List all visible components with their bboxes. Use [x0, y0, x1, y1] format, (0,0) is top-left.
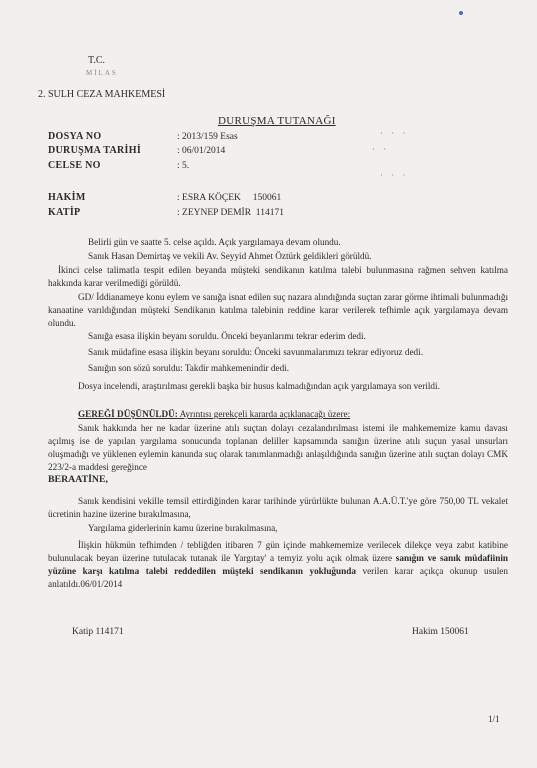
- field-value-durusma-tarihi: : 06/01/2014: [177, 146, 226, 156]
- footer-hakim: Hakim 150061: [412, 627, 469, 637]
- paragraph: Dosya incelendi, araştırılması gerekli başka bir husus kalmadığından açık yargılamaya son verildi.: [78, 381, 440, 391]
- decision-heading: [78, 408, 506, 421]
- page-number: 1/1: [488, 714, 500, 724]
- paragraph: Sanık müdafine esasa ilişkin beyanı soruldu: Önceki savunmalarımızı tekrar ediyoruz dedi.: [88, 347, 423, 357]
- verdict-beraatine: BERAATİNE,: [48, 474, 108, 485]
- appeal-text-end: verilen karar açıkça okunup usulen anlatıldı.06/01/2014: [48, 566, 508, 589]
- field-label-hakim: HAKİM: [48, 192, 86, 203]
- footer-katip: Katip 114171: [72, 627, 124, 637]
- tc-subheading: MİLAS: [86, 69, 118, 77]
- document-title: DURUŞMA TUTANAĞI: [218, 115, 336, 127]
- paragraph: GD/ İddianameye konu eylem ve sanığa isnat edilen suç nazara alındığında suçtan zarar görme ihtimali bulunmadığı kanaatine varıldığından müşteki Sendikanın katılma talebinin reddine karar verilerek tefhimle açık yargılamaya devam olundu.: [48, 292, 508, 328]
- stamp-smudge: · ·: [372, 144, 390, 154]
- field-value-dosya-no: : 2013/159 Esas: [177, 132, 238, 142]
- paragraph: Sanığa esasa ilişkin beyanı soruldu. Önceki beyanlarımı tekrar ederim dedi.: [88, 331, 366, 341]
- appeal-text: İlişkin hükmün tefhimden / tebliğden itibaren 7 gün içinde mahkememize verilecek dilekçe veya zabıt katibine bulunulacak beyan üzerine tutulacak tutanak ile Yargıtay' a temyiz yolu açık olmak üzere: [48, 540, 508, 563]
- stamp-smudge: · · ·: [380, 170, 409, 180]
- field-label-celse-no: CELSE NO: [48, 160, 101, 171]
- paragraph: Yargılama giderlerinin kamu üzerine bırakılmasına,: [88, 523, 278, 533]
- paragraph-appeal: [48, 539, 508, 591]
- field-label-durusma-tarihi: DURUŞMA TARİHİ: [48, 145, 142, 156]
- court-name: 2. SULH CEZA MAHKEMESİ: [38, 89, 166, 100]
- stamp-smudge: · · ·: [380, 128, 409, 138]
- paragraph: Sanığın son sözü soruldu: Takdir mahkemenindir dedi.: [88, 363, 290, 373]
- field-value-hakim: : ESRA KÖÇEK 150061: [177, 193, 282, 203]
- paragraph: Belirli gün ve saatte 5. celse açıldı. Açık yargılamaya devam olundu.: [88, 237, 341, 247]
- paragraph: Sanık Hasan Demirtaş ve vekili Av. Seyyid Ahmet Öztürk geldikleri görüldü.: [88, 251, 372, 261]
- field-value-celse-no: : 5.: [177, 161, 190, 171]
- appeal-text-bold: sanığın ve sanık müdafiinin yüzüne karşı katılma talebi reddedilen müşteki sendikanın yokluğunda: [48, 553, 508, 576]
- paragraph: İkinci celse talimatla tespit edilen beyanda müşteki sendikanın katılma talebi bulunmasına rağmen sehven katılma hakkında karar verilmediği görüldü.: [48, 265, 508, 288]
- paragraph: Sanık hakkında her ne kadar üzerine atılı suçtan dolayı cezalandırılması istemi ile mahkememize kamu davası açılmış ise de yapılan yargılama sonucunda toplanan deliller kapsamında sanığın üzerine atılı suçun yasal unsurları oluşmadığı ve yüklenen eylemin kanunda suç olarak tanımlanmadığı anlaşıldığında sanığın üzerine atılı suçtan dolayı CMK 223/2-a maddesi gereğince: [48, 423, 508, 472]
- tc-heading: T.C.: [88, 55, 106, 66]
- field-label-dosya-no: DOSYA NO: [48, 131, 102, 142]
- ink-dot: [459, 11, 463, 15]
- decision-heading-rest: Ayrıntısı gerekçeli kararda açıklanacağı üzere:: [177, 409, 351, 419]
- decision-heading-bold: GEREĞİ DÜŞÜNÜLDÜ:: [78, 409, 178, 419]
- paragraph: Sanık kendisini vekille temsil ettirdiğinden karar tarihinde yürürlükte bulunan A.A.Ü.T.'ye göre 750,00 TL vekalet ücretinin hazine üzerine bırakılmasına,: [48, 496, 508, 519]
- field-value-katip: : ZEYNEP DEMİR 114171: [177, 208, 284, 218]
- field-label-katip: KATİP: [48, 207, 81, 218]
